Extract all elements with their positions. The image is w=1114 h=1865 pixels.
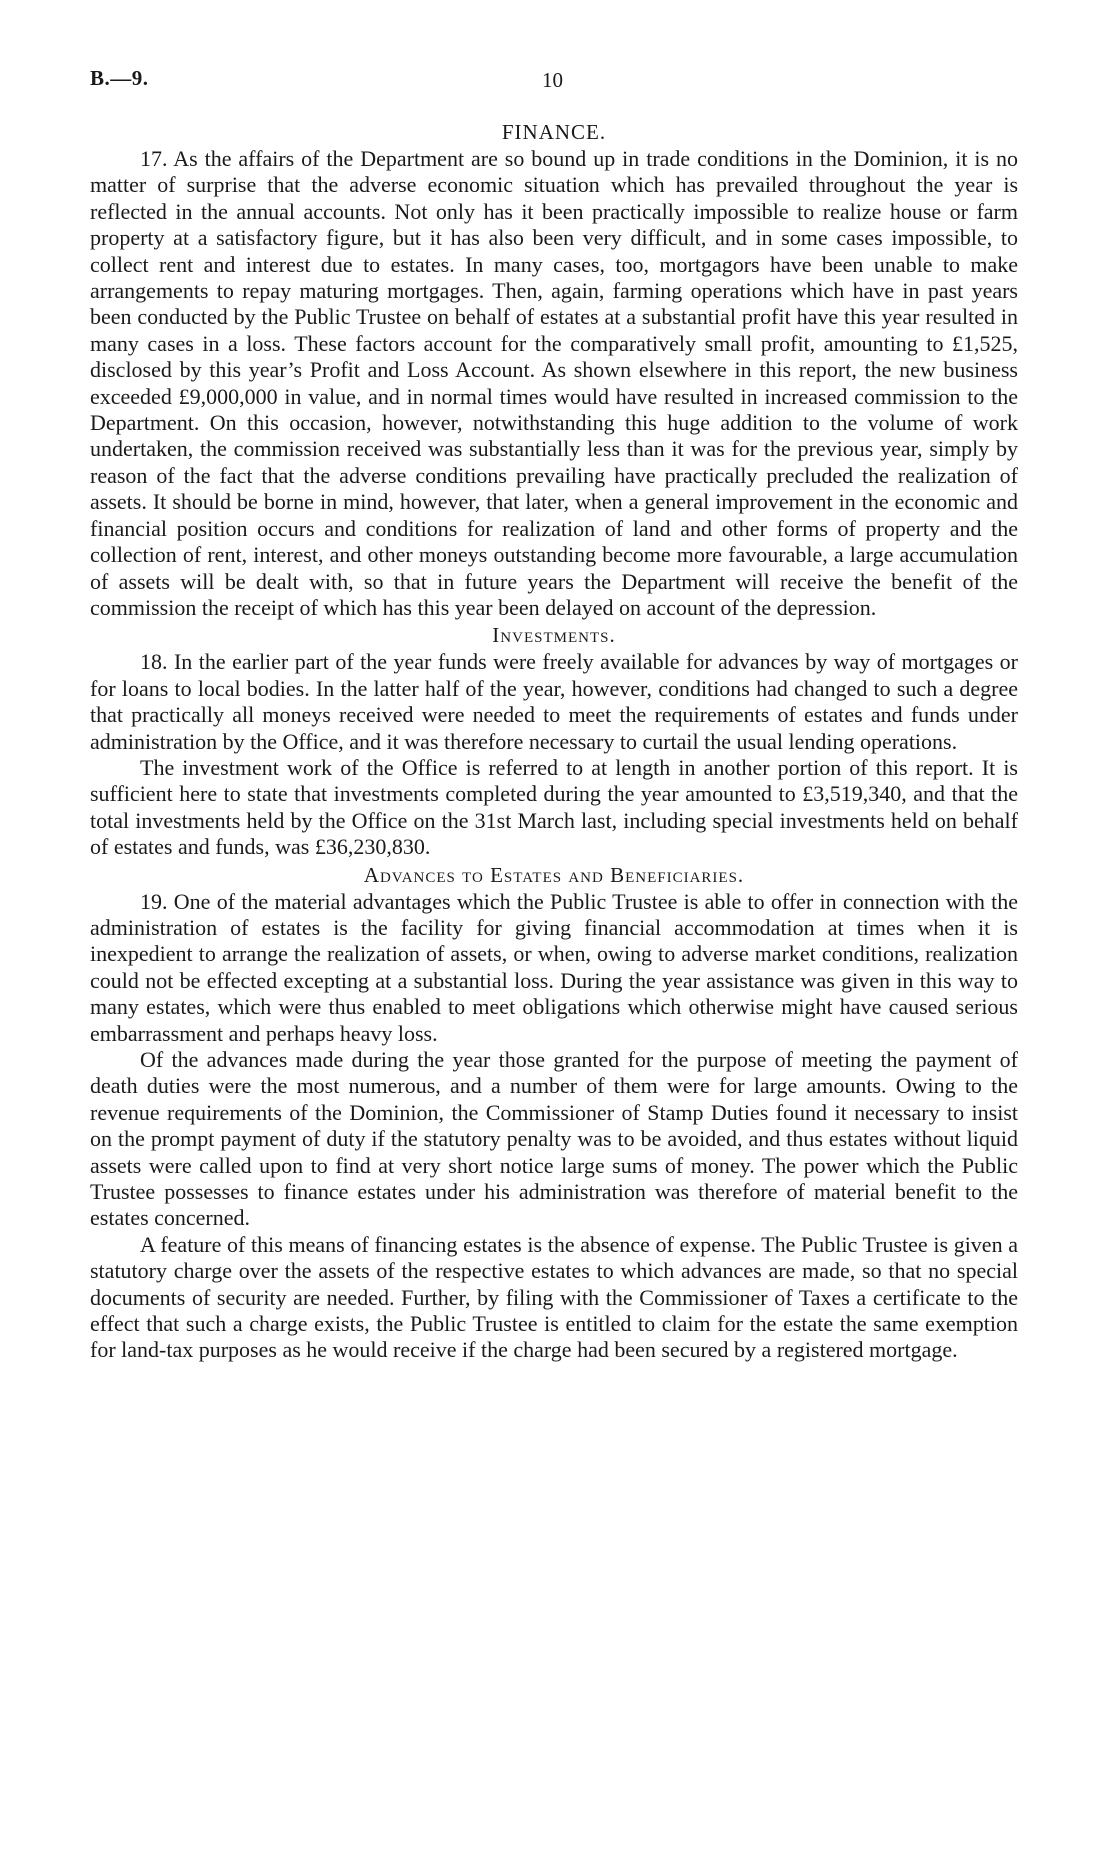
page-number: 10 <box>542 68 563 92</box>
document-body <box>90 118 1018 1364</box>
investments-section <box>90 621 1018 860</box>
paragraph-18-continued: The investment work of the Office is referred to at length in another portion of this report. It is sufficient here to state that investments completed during the year amounted to £3,519,340, and that the total investments held by the Office on the 31st March last, including special investments held on behalf of estates and funds, was £36,230,830. <box>90 754 1018 860</box>
investments-heading: Investments. <box>492 623 616 648</box>
paragraph-19: 19. One of the material advantages which the Public Trustee is able to offer in connection with the administration of estates is the facility for giving financial accommodation at times when it is inexpedient to arrange the realization of assets, or when, owing to adverse market conditions, realization could not be effected excepting at a substantial loss. During the year assistance was given in this way to many estates, which were thus enabled to meet obligations which otherwise might have caused serious embarrassment and perhaps heavy loss. <box>90 888 1018 1046</box>
advances-section <box>90 861 1018 1364</box>
paragraph-18: 18. In the earlier part of the year funds were freely available for advances by way of mortgages or for loans to local bodies. In the latter half of the year, however, conditions had changed to such a degree that practically all moneys received were needed to meet the requirements of estates and funds under administration by the Office, and it was therefore necessary to curtail the usual lending operations. <box>90 649 1018 754</box>
page-header <box>90 66 1018 100</box>
finance-section <box>90 118 1018 621</box>
paragraph-19-financing: A feature of this means of financing estates is the absence of expense. The Public Trustee is given a statutory charge over the assets of the respective estates to which advances are made, so that no special documents of security are needed. Further, by filing with the Commissioner of Taxes a certificate to the effect that such a charge exists, the Public Trustee is entitled to claim for the estate the same exemption for land-tax purposes as he would receive if the charge had been secured by a registered mortgage. <box>90 1231 1018 1363</box>
document-reference: B.—9. <box>90 66 149 90</box>
paragraph-17: 17. As the affairs of the Department are so bound up in trade conditions in the Dominion, it is no matter of surprise that the adverse economic situation which has prevailed throughout the year is reflected in the annual accounts. Not only has it been practically impossible to realize house or farm property at a satisfactory figure, but it has also been very difficult, and in some cases impossible, to collect rent and interest due to estates. In many cases, too, mortgagors have been unable to make arrangements to repay maturing mortgages. Then, again, farming operations which have in past years been conducted by the Public Trustee on behalf of estates at a substantial profit have this year resulted in many cases in a loss. These factors account for the comparatively small profit, amounting to £1,525, disclosed by this year’s Profit and Loss Account. As shown elsewhere in this report, the new business exceeded £9,000,000 in value, and in normal times would have resulted in increased commission to the Department. On this occasion, however, notwithstanding this huge addition to the volume of work undertaken, the commission received was substantially less than it was for the previous year, simply by reason of the fact that the adverse conditions prevailing have practically precluded the realization of assets. It should be borne in mind, however, that later, when a general improvement in the economic and financial position occurs and conditions for realization of land and other forms of property and the collection of rent, interest, and other moneys outstanding become more favourable, a large accumulation of assets will be dealt with, so that in future years the Department will receive the benefit of the commission the receipt of which has this year been delayed on account of the depression. <box>90 146 1018 620</box>
finance-heading: FINANCE. <box>501 120 607 144</box>
advances-heading: Advances to Estates and Beneficiaries. <box>363 862 745 887</box>
paragraph-19-death-duties: Of the advances made during the year those granted for the purpose of meeting the payment of death duties were the most numerous, and a number of them were for large amounts. Owing to the revenue requirements of the Dominion, the Commissioner of Stamp Duties found it necessary to insist on the prompt payment of duty if the statutory penalty was to be avoided, and thus estates without liquid assets were called upon to find at very short notice large sums of money. The power which the Public Trustee possesses to finance estates under his administration was therefore of material benefit to the estates concerned. <box>90 1047 1018 1231</box>
